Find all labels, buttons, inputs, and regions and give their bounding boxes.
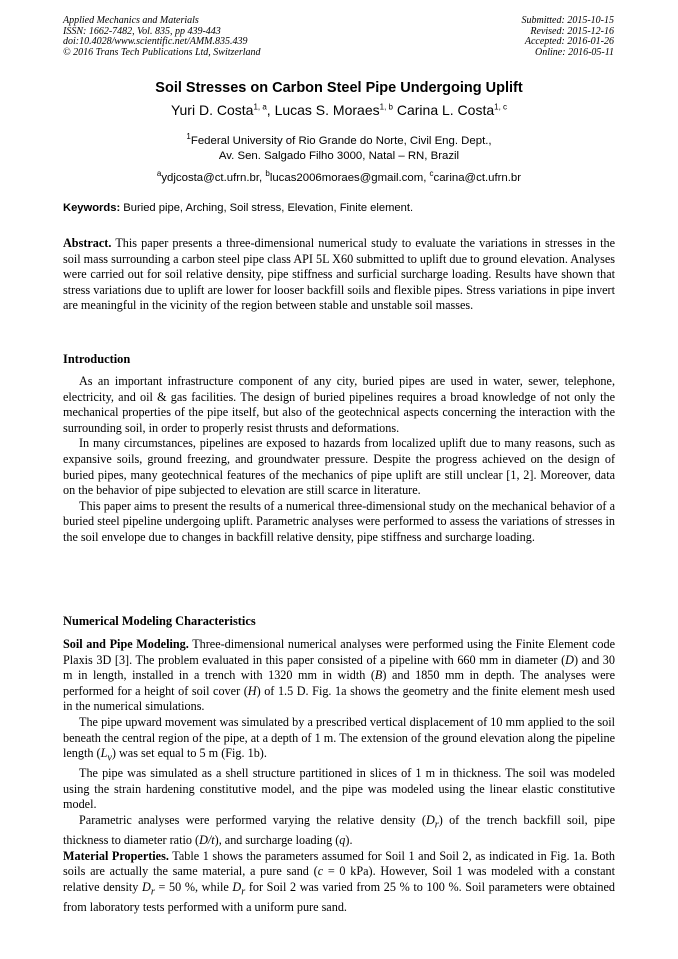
symbol-L: L <box>100 746 108 761</box>
journal-header <box>63 16 261 58</box>
symbol-H: H <box>247 683 257 698</box>
email-link[interactable]: ydjcosta@ct.ufrn.br, <box>161 171 266 184</box>
submitted-date: Submitted: 2015-10-15 <box>521 15 614 26</box>
symbol-sub-r: r <box>241 886 246 898</box>
email-sup: c <box>429 169 434 178</box>
modeling-heading: Numerical Modeling Characteristics <box>63 614 256 628</box>
introduction-body <box>63 374 615 546</box>
author-name: Carina L. Costa <box>396 102 495 118</box>
symbol-sub-r: r <box>434 819 439 831</box>
material-label: Material Properties. <box>63 848 169 863</box>
email-sup: b <box>265 169 270 178</box>
issn: ISSN: 1662-7482, Vol. 835, pp 439-443 <box>63 25 221 37</box>
material-paragraph <box>63 849 615 916</box>
email-link[interactable]: carina@ct.ufrn.br <box>433 171 522 184</box>
paper-title: Soil Stresses on Carbon Steel Pipe Undergoing Uplift <box>155 80 523 96</box>
author-sup: 1, a <box>253 102 267 112</box>
doi: doi:10.4028/www.scientific.net/AMM.835.439 <box>63 36 248 48</box>
intro-paragraph: In many circumstances, pipelines are exposed to hazards from localized uplift due to many reasons, such as expansive soils, ground freezing, and groundwater pressure. Despite the progress achieved on the design of buried pipes, many geotechnical features of the mechanics of pipe uplift are still unclear [1, 2]. Moreover, data on the behavior of pipe subjected to elevation are still scarce in literature. <box>63 436 615 498</box>
keywords <box>63 202 615 214</box>
email-sup: a <box>156 169 162 178</box>
keywords-text: Buried pipe, Arching, Soil stress, Elevation, Finite element. <box>120 202 414 214</box>
text-run: for Soil 2 was varied from 25 % to 100 %. Soil parameters were obtained from laboratory tests performed with a uniform pure sand. <box>63 879 615 914</box>
text-run: ) of 1.5 D. Fig. 1a shows the geometry and the finite element mesh used in the numerical simulations. <box>63 683 615 714</box>
symbol-D-t: D/t <box>199 833 215 847</box>
shell-paragraph: The pipe was simulated as a shell structure partitioned in slices of 1 m in thickness. The soil was modeled using the strain hardening constitutive model, and the pipe was modeled using the linear elastic constitutive model. <box>63 766 615 812</box>
author-sup: 1, b <box>379 102 393 112</box>
author-list <box>0 102 678 118</box>
symbol-D: D <box>565 652 574 667</box>
abstract-label: Abstract. <box>63 236 112 250</box>
symbol-q: q <box>339 833 346 847</box>
email-list <box>0 166 678 186</box>
text-run: ) was set equal to 5 m (Fig. 1b). <box>111 746 267 761</box>
text-run: = 0 kPa). However, Soil 1 was modeled with a constant relative density <box>63 864 615 894</box>
online-date: Online: 2016-05-11 <box>535 46 614 58</box>
text-run: ) of the trench backfill soil, pipe thickness to diameter ratio ( <box>63 812 615 847</box>
accepted-date: Accepted: 2016-01-26 <box>524 36 614 48</box>
affiliation <box>0 129 678 164</box>
abstract <box>63 236 615 314</box>
affiliation-sup: 1 <box>186 132 191 141</box>
symbol-D: D <box>232 879 242 894</box>
text-run: The pipe upward movement was simulated by a prescribed vertical displacement of 10 mm applied to the soil beneath the central region of the pipe, at a depth of 1 m. The extension of the ground elevation along the pipeline length ( <box>63 714 615 761</box>
soil-pipe-paragraph <box>63 637 615 715</box>
symbol-B: B <box>374 668 383 683</box>
text-run: Three-dimensional numerical analyses were performed using the Finite Element code Plaxis 3D [3]. The problem evaluated in this paper consisted of a pipeline with 660 mm in diameter ( <box>63 637 615 667</box>
text-run: ) and 30 m in length, installed in a trench with 1320 mm in width ( <box>63 652 615 683</box>
abstract-text: This paper presents a three-dimensional numerical study to evaluate the variations in stresses in the soil mass surrounding a carbon steel pipe class API 5L X60 submitted to uplift due to ground elevation. Analyses were carried out for soil relative density, pipe stiffness and surficial surcharge loading. Results have shown that stress variations due to uplift are lower for looser backfill soils and flexible pipes. Stress variations in pipe invert are meaningful in the vicinity of the region between stable and unstable soil masses. <box>63 236 615 313</box>
introduction-heading: Introduction <box>63 352 131 366</box>
affiliation-line1: Federal University of Rio Grande do Norte, Civil Eng. Dept., <box>190 134 492 147</box>
author-name: Lucas S. Moraes <box>274 102 380 118</box>
parametric-paragraph <box>63 813 615 849</box>
text-run: Table 1 shows the parameters assumed for Soil 1 and Soil 2, as indicated in Fig. 1a. Both soils are actually the same material, a pure sand ( <box>63 848 615 879</box>
symbol-D: D <box>142 879 151 894</box>
uplift-paragraph <box>63 715 615 766</box>
dates-header <box>522 16 615 58</box>
symbol-sub-v: v <box>107 752 112 764</box>
author-name: Yuri D. Costa <box>170 102 254 118</box>
keywords-label: Keywords: <box>63 202 121 214</box>
author-sup: 1, c <box>494 102 508 112</box>
author-sep: , <box>266 102 275 118</box>
text-run: ), and surcharge loading ( <box>214 833 340 847</box>
symbol-sub-r: r <box>150 886 155 898</box>
text-run: ) and 1850 mm in depth. The analyses were performed for a height of soil cover ( <box>63 668 615 698</box>
journal-name: Applied Mechanics and Materials <box>63 15 199 26</box>
email-link[interactable]: lucas2006moraes@gmail.com, <box>269 171 430 184</box>
text-run: Parametric analyses were performed varying the relative density ( <box>79 812 426 827</box>
text-run: ). <box>345 833 353 847</box>
copyright: © 2016 Trans Tech Publications Ltd, Switzerland <box>63 46 261 58</box>
modeling-body <box>63 637 615 915</box>
revised-date: Revised: 2015-12-16 <box>530 25 614 37</box>
symbol-D: D <box>425 812 435 827</box>
affiliation-line2: Av. Sen. Salgado Filho 3000, Natal – RN, Brazil <box>218 149 460 162</box>
intro-paragraph: This paper aims to present the results of a numerical three-dimensional study on the mechanical behavior of a buried steel pipeline undergoing uplift. Parametric analyses were performed to assess the variations of stresses in the soil envelope due to changes in backfill relative density, pipe stiffness and surcharge loading. <box>63 498 615 544</box>
text-run: = 50 %, while <box>154 879 233 894</box>
symbol-c: c <box>317 864 324 879</box>
intro-paragraph: As an important infrastructure component of any city, buried pipes are used in water, sewer, telephone, electricity, and oil & gas facilities. The design of buried pipelines requires a broad knowledge of not only the mechanical properties of the pipe itself, but also of the geotechnical aspects concerning the interaction with the surrounding soil, in order to properly resist thrusts and deformations. <box>63 374 615 435</box>
soil-pipe-label: Soil and Pipe Modeling. <box>63 637 189 651</box>
